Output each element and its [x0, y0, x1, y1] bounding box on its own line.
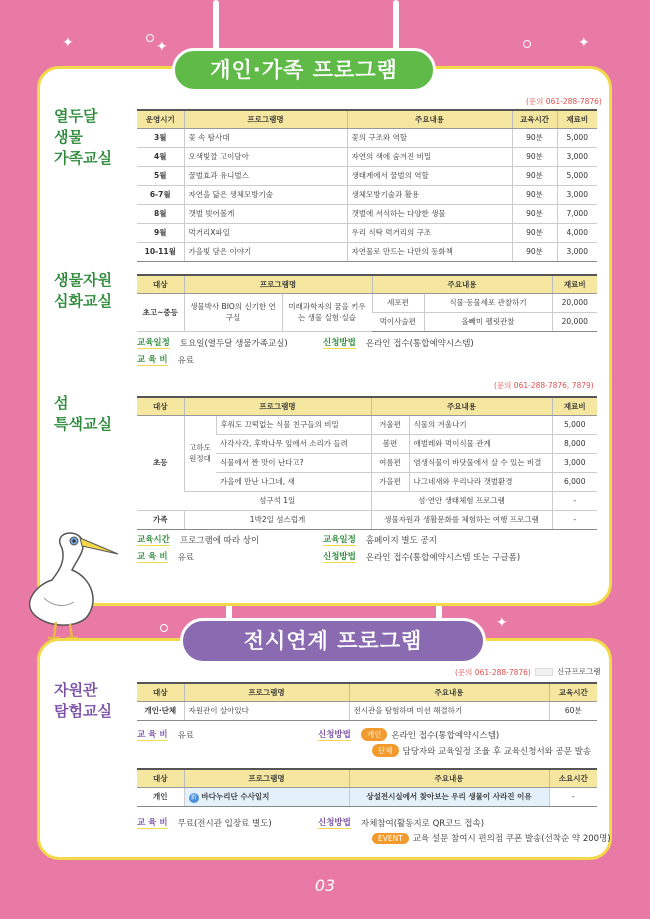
table-cell: 3,000	[557, 185, 597, 204]
text: 신청방법	[318, 818, 351, 828]
island-apply	[323, 550, 520, 563]
table-cell: 먹거리X파일	[184, 223, 347, 242]
table-cell: 가족	[137, 510, 184, 529]
table-header-cell: 프로그램명	[184, 275, 372, 293]
table-cell: 90분	[512, 185, 557, 204]
text: 열두달	[54, 107, 98, 125]
text: 온라인 접수(통합예약시스템)	[365, 338, 474, 349]
table-row	[137, 510, 597, 529]
table-cell: 자연물로 만드는 나만의 동화책	[347, 242, 512, 261]
deep-class-table	[137, 274, 597, 332]
table-cell: 우리 식탁 먹거리의 구조	[347, 223, 512, 242]
table-cell: 먹이사슬편	[372, 312, 424, 331]
table-cell: 자원관이 살아있다	[184, 701, 349, 720]
text: 자체참여(활동지로 QR코드 접속)	[360, 818, 485, 829]
explore-apply	[318, 728, 499, 741]
table-cell: 사각사각, 후박나무 잎에서 소리가 들려	[216, 434, 371, 453]
table-cell: 미래과학자의 꿈을 키우는 생물 실험·실습	[282, 293, 372, 331]
table-cell: 여름편	[371, 453, 409, 472]
table-header-cell: 대상	[137, 397, 184, 415]
table-header-cell: 주요내용	[347, 110, 512, 128]
table-cell: 후워도 끄떡없는 식물 친구들의 비밀	[216, 415, 371, 434]
event-note	[372, 832, 611, 844]
new-badge-icon: 新	[190, 793, 197, 801]
table-cell: 3,000	[557, 147, 597, 166]
explore-fee-2	[137, 816, 272, 829]
table-header-cell: 대상	[137, 683, 184, 701]
table-row	[137, 147, 597, 166]
island-schedule	[323, 533, 437, 546]
table-cell: 20,000	[552, 293, 597, 312]
text: 신규프로그램	[557, 667, 601, 676]
text: 교육일정	[323, 535, 356, 545]
text: 생물	[54, 128, 83, 146]
table-header-cell: 프로그램명	[184, 683, 349, 701]
table-cell: 90분	[512, 166, 557, 185]
table-cell: 개인·단체	[137, 701, 184, 720]
table-cell: 올빼미 펠릿관찰	[424, 312, 552, 331]
table-header-cell: 프로그램명	[184, 769, 349, 787]
explore-table-2	[137, 768, 597, 807]
sparkle-icon: ✦	[578, 35, 590, 51]
table-header-cell: 주요내용	[349, 683, 549, 701]
table-cell: 갯벌에 서식하는 다양한 생물	[347, 204, 512, 223]
table-row	[137, 701, 597, 720]
table-cell: 식물의 겨울나기	[409, 415, 552, 434]
text: 교 육 비	[137, 552, 168, 562]
table-row	[137, 128, 597, 147]
egret-illustration	[22, 522, 132, 642]
table-cell: 식물에서 짠 맛이 난다고?	[216, 453, 371, 472]
deep-fee	[137, 353, 194, 366]
table-cell: 7,000	[557, 204, 597, 223]
table-header-cell: 재료비	[552, 275, 597, 293]
table-cell: 90분	[512, 204, 557, 223]
island-time	[137, 533, 259, 546]
table-cell: 4,000	[557, 223, 597, 242]
deep-class-title	[54, 270, 112, 312]
family-class-title	[54, 106, 112, 169]
sparkle-icon: ✦	[62, 35, 74, 51]
table-cell: -	[552, 510, 597, 529]
table-header-cell: 주요내용	[371, 397, 552, 415]
text: 유료	[177, 730, 194, 741]
text: 심화교실	[54, 292, 112, 310]
table-cell: 가을빛 담은 이야기	[184, 242, 347, 261]
table-header-cell: 재료비	[557, 110, 597, 128]
table-row	[137, 166, 597, 185]
text: EVENT	[372, 833, 409, 844]
island-fee	[137, 550, 194, 563]
island-inquiry: (문의 061-288-7876, 7879)	[494, 381, 594, 390]
text: 온라인 접수(통합예약시스템)	[391, 730, 500, 741]
table-header-cell: 교육시간	[549, 683, 597, 701]
text: 교육 설문 참여시 편의점 쿠폰 발송(선착순 약 200명)	[412, 834, 611, 844]
text: 담당자와 교육일정 조율 후 교육신청서와 공문 발송	[402, 746, 592, 757]
sparkle-icon: ✦	[156, 39, 168, 55]
table-cell: 자연의 색에 숨겨진 비밀	[347, 147, 512, 166]
text: 신청방법	[323, 552, 356, 562]
section-title-exhibition: 전시연계 프로그램	[180, 618, 486, 664]
table-cell: 8월	[137, 204, 184, 223]
table-cell: 섬·연안 생태체험 프로그램	[371, 491, 552, 510]
text: 교 육 비	[137, 818, 168, 828]
table-cell: 6,000	[552, 472, 597, 491]
table-cell: 나그네새와 우리나라 갯벌환경	[409, 472, 552, 491]
table-cell: 8,000	[552, 434, 597, 453]
table-cell: 3,000	[552, 453, 597, 472]
table-row	[137, 204, 597, 223]
table-row	[137, 415, 597, 434]
text: 온라인 접수(통합예약시스템 또는 구글폼)	[365, 552, 521, 563]
text: 교 육 비	[137, 355, 168, 365]
table-cell: 9월	[137, 223, 184, 242]
table-cell: 자연을 닮은 생체모방기술	[184, 185, 347, 204]
table-cell: 봄편	[371, 434, 409, 453]
family-class-table	[137, 109, 597, 262]
table-cell: 초고~중등	[137, 293, 184, 331]
table-cell: 식물·동물세포 관찰하기	[424, 293, 552, 312]
text: 특색교실	[54, 415, 112, 433]
table-cell: 염생식물이 바닷물에서 살 수 있는 비결	[409, 453, 552, 472]
table-cell: 1박2일 섬스럽게	[184, 510, 371, 529]
table-cell: 60분	[549, 701, 597, 720]
table-cell: 생태계에서 꿀벌의 역할	[347, 166, 512, 185]
table-cell	[184, 787, 349, 806]
text: 홈페이지 별도 공지	[365, 535, 437, 546]
deep-apply	[323, 336, 474, 349]
table-row	[137, 185, 597, 204]
text: 생물자원	[54, 271, 112, 289]
explore-class-title	[54, 680, 112, 722]
table-cell: 꿀벌효과 유니벌스	[184, 166, 347, 185]
table-header-cell: 운영시기	[137, 110, 184, 128]
table-cell: 3,000	[557, 242, 597, 261]
table-cell: 90분	[512, 223, 557, 242]
table-cell: 오색빛깔 고이담아	[184, 147, 347, 166]
explore-apply-2	[318, 816, 484, 829]
table-cell: 생물박사 BIO의 신기한 연구실	[184, 293, 282, 331]
table-cell: 90분	[512, 128, 557, 147]
table-row	[137, 491, 597, 510]
island-class-table	[137, 396, 597, 530]
table-header-cell: 재료비	[552, 397, 597, 415]
table-cell: 상설전시실에서 찾아보는 우리 생물이 사라진 이유	[349, 787, 549, 806]
sparkle-icon: ✦	[496, 615, 508, 631]
table-cell: 생체모방기술과 활용	[347, 185, 512, 204]
table-cell: 4월	[137, 147, 184, 166]
table-cell: 5,000	[557, 128, 597, 147]
table-header-cell: 주요내용	[372, 275, 552, 293]
table-header-cell: 프로그램명	[184, 397, 371, 415]
table-cell: 꽃의 구조와 역할	[347, 128, 512, 147]
table-cell: 애벌레와 먹이식물 관계	[409, 434, 552, 453]
table-cell: 가을에 만난 나그네, 새	[216, 472, 371, 491]
text: 교육일정	[137, 338, 170, 348]
table-header-cell: 교육시간	[512, 110, 557, 128]
text: 바다누리단 수사일지	[201, 791, 270, 801]
table-cell: 섬구석 1일	[184, 491, 371, 510]
table-cell: -	[552, 491, 597, 510]
table-cell: 3월	[137, 128, 184, 147]
explore-inquiry: (문의 061-288-7876)	[455, 668, 531, 677]
text: 자원관	[54, 681, 98, 699]
table-row	[137, 293, 597, 312]
table-cell: 90분	[512, 147, 557, 166]
table-header-cell: 대상	[137, 275, 184, 293]
table-row	[137, 242, 597, 261]
text: 섬	[54, 394, 69, 412]
text: 단체	[372, 744, 399, 757]
page-number: 03	[314, 876, 336, 895]
table-cell: 6-7월	[137, 185, 184, 204]
section-title-individual-family: 개인·가족 프로그램	[172, 48, 436, 92]
text: 가족교실	[54, 149, 112, 167]
text: 신청방법	[323, 338, 356, 348]
table-cell: 세포편	[372, 293, 424, 312]
table-cell: 겨울편	[371, 415, 409, 434]
table-cell: -	[549, 787, 597, 806]
explore-apply-group	[372, 744, 591, 757]
text: 교 육 비	[137, 730, 168, 740]
table-header-cell: 프로그램명	[184, 110, 347, 128]
text: 탐험교실	[54, 702, 112, 720]
text: 교육시간	[137, 535, 170, 545]
table-cell: 5,000	[552, 415, 597, 434]
explore-table-1	[137, 682, 597, 721]
table-cell: 5월	[137, 166, 184, 185]
text: 무료(전시관 입장료 별도)	[177, 818, 272, 829]
table-cell: 20,000	[552, 312, 597, 331]
table-cell: 5,000	[557, 166, 597, 185]
deep-schedule	[137, 336, 288, 349]
table-header-cell: 소요시간	[549, 769, 597, 787]
table-header-cell: 대상	[137, 769, 184, 787]
text: 유료	[177, 355, 194, 366]
text: 유료	[177, 552, 194, 563]
table-cell: 전시관을 탐험하며 미션 해결하기	[349, 701, 549, 720]
text: 토요일(열두달 생물가족교실)	[179, 338, 288, 349]
table-cell: 개인	[137, 787, 184, 806]
text: 신청방법	[318, 730, 351, 740]
table-cell: 꽃 속 탐사대	[184, 128, 347, 147]
table-cell: 초등	[137, 415, 184, 510]
table-row	[137, 787, 597, 806]
new-program-legend	[535, 666, 600, 677]
family-inquiry: (문의 061-288-7876)	[526, 97, 602, 106]
table-cell: 90분	[512, 242, 557, 261]
table-row	[137, 223, 597, 242]
table-cell: 10-11월	[137, 242, 184, 261]
table-cell: 생물자원과 생활문화를 체험하는 여행 프로그램	[371, 510, 552, 529]
explore-fee	[137, 728, 194, 741]
island-class-title	[54, 393, 112, 435]
table-cell: 가을편	[371, 472, 409, 491]
text: 개인	[361, 728, 388, 741]
table-cell: 고하도 원정대	[184, 415, 216, 491]
table-header-cell: 주요내용	[349, 769, 549, 787]
text: 프로그램에 따라 상이	[179, 535, 260, 546]
table-cell: 갯벌 빚어볼게	[184, 204, 347, 223]
